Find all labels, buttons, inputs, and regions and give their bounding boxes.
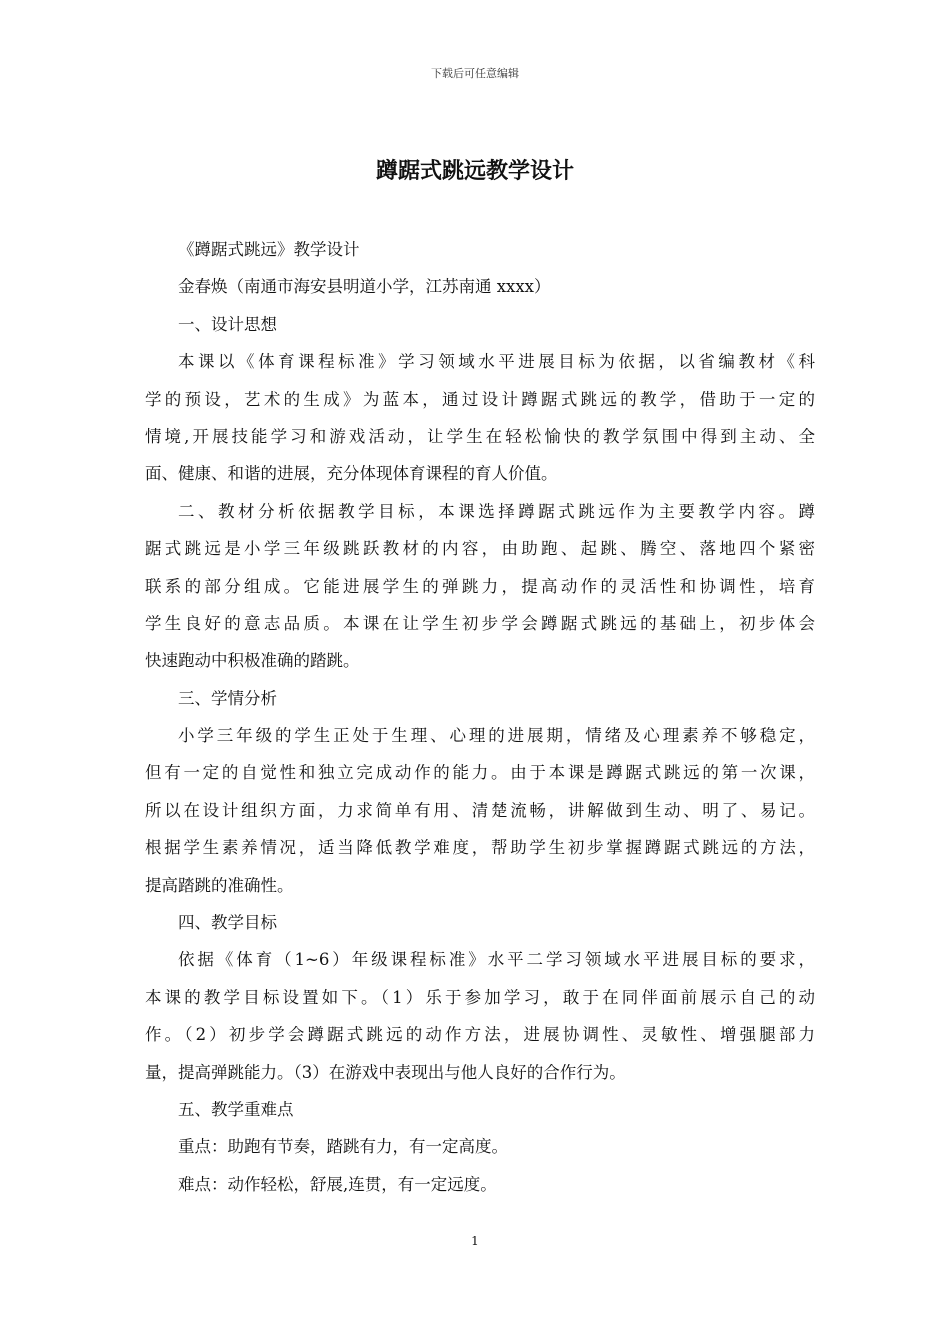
paragraph-line: 《蹲踞式跳远》教学设计 [178,240,360,259]
paragraph-line: 快速跑动中积极准确的踏跳。 [145,651,360,671]
paragraph-line: 作。（2）初步学会蹲踞式跳远的动作方法，进展协调性、灵敏性、增强腿部力 [145,1025,815,1045]
page-number: 1 [471,1234,479,1248]
paragraph-line: 面、健康、和谐的进展，充分体现体育课程的育人价值。 [145,464,558,484]
paragraph-line: 难点：动作轻松，舒展,连贯，有一定远度。 [178,1174,497,1194]
document-body [145,231,815,1203]
paragraph-line: 小学三年级的学生正处于生理、心理的进展期，情绪及心理素养不够稳定， [178,726,815,746]
paragraph-line: 三、学情分析 [178,688,277,708]
paragraph-line: 一、设计思想 [178,314,277,334]
paragraph-line: 但有一定的自觉性和独立完成动作的能力。由于本课是蹲踞式跳远的第一次课， [145,763,815,783]
paragraph-line: 二、教材分析依据教学目标，本课选择蹲踞式跳远作为主要教学内容。蹲 [178,501,815,521]
paragraph-line: 四、教学目标 [178,913,277,933]
paragraph-line: 本课的教学目标设置如下。（1）乐于参加学习，敢于在同伴面前展示自己的动 [145,987,815,1007]
paragraph-line: 重点：助跑有节奏，踏跳有力，有一定高度。 [178,1137,508,1157]
paragraph-line: 所以在设计组织方面，力求简单有用、清楚流畅，讲解做到生动、明了、易记。 [145,800,815,820]
paragraph-line: 五、教学重难点 [178,1099,294,1119]
paragraph-line: 金春焕（南通市海安县明道小学，江苏南通 xxxx） [178,277,551,297]
header-note: 下载后可任意编辑 [431,67,519,80]
paragraph-line: 本课以《体育课程标准》学习领域水平进展目标为依据，以省编教材《科 [178,352,815,372]
paragraph-line: 踞式跳远是小学三年级跳跃教材的内容，由助跑、起跳、腾空、落地四个紧密 [145,539,815,559]
document-title: 蹲踞式跳远教学设计 [375,158,574,184]
paragraph-line: 根据学生素养情况，适当降低教学难度，帮助学生初步掌握蹲踞式跳远的方法， [145,838,815,858]
paragraph-line: 联系的部分组成。它能进展学生的弹跳力，提高动作的灵活性和协调性，培育 [145,576,815,596]
paragraph-line: 学生良好的意志品质。本课在让学生初步学会蹲踞式跳远的基础上，初步体会 [145,613,815,633]
paragraph-line: 量，提高弹跳能力。（3）在游戏中表现出与他人良好的合作行为。 [145,1062,626,1082]
paragraph-line: 情境,开展技能学习和游戏活动，让学生在轻松愉快的教学氛围中得到主动、全 [145,426,815,446]
paragraph-line: 提高踏跳的准确性。 [145,875,294,895]
paragraph-line: 依据《体育（1~6）年级课程标准》水平二学习领域水平进展目标的要求， [178,950,815,970]
paragraph-line: 学的预设，艺术的生成》为蓝本，通过设计蹲踞式跳远的教学，借助于一定的 [145,389,815,409]
